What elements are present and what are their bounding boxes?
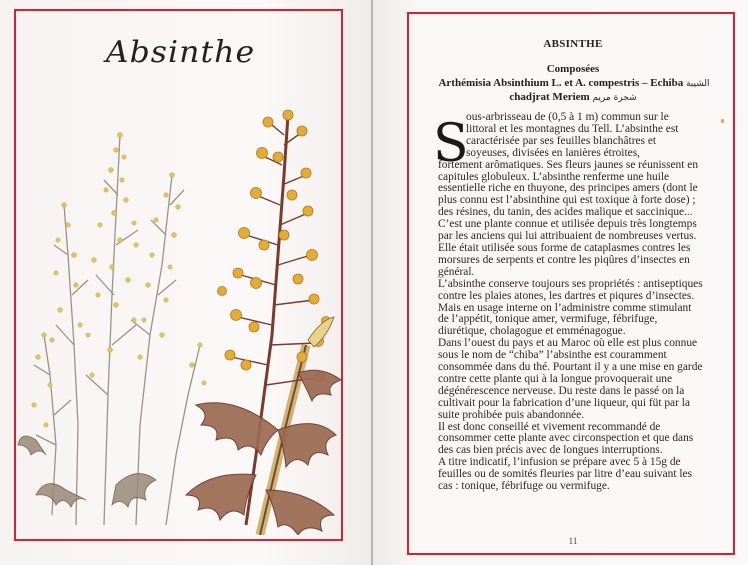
body-line: A titre indicatif, l’infusion se prépare avec 5 à 15g de xyxy=(438,456,681,469)
body-line: suite prohibée puis abandonnée. xyxy=(438,408,585,421)
body-line: L’absinthe conserve toujours ses propriétés : antiseptiques xyxy=(438,277,703,290)
body-line: consommer cette plante avec circonspection et que dans xyxy=(438,432,694,445)
body-line: diurétique, cholagogue et emménagogue. xyxy=(438,325,626,338)
body-line: plus connu est l’absinthine qui est toxique à forte dose) ; xyxy=(438,194,696,207)
body-line: morsures de serpents et contre les piqûres d’insectes en xyxy=(438,253,690,266)
body-line: fortement arômatiques. Ses fleurs jaunes se réunissent en xyxy=(438,158,699,171)
body-line: des cas bien précis avec de longues interruptions. xyxy=(438,444,663,457)
body-line: capitules globuleux. L’absinthe renferme une huile xyxy=(438,170,670,183)
body-line: soyeuses, divisées en lanières étroites, xyxy=(466,146,640,159)
drop-cap: S xyxy=(433,114,469,174)
latin-name-text: Arthémisia Absinthium L. et A. compestris – Echiba xyxy=(438,77,684,89)
arabic-name-2: شجرة مريم xyxy=(592,93,637,103)
body-line: général. xyxy=(438,265,475,278)
right-page-red-frame xyxy=(407,12,735,555)
body-line: littoral et les montagnes du Tell. L’absinthe est xyxy=(466,122,679,135)
body-line: C’est une plante connue et utilisée depuis très longtemps xyxy=(438,218,697,231)
body-line: caractérisée par ses feuilles blanchâtres et xyxy=(466,134,657,147)
body-line: essentielle riche en thuyone, des principes amers (dont le xyxy=(438,182,698,195)
description-body xyxy=(438,112,728,493)
body-line: sous le nom de “chiba” l’absinthe est couramment xyxy=(438,349,667,362)
arabic-name-1: الشيبة xyxy=(685,79,710,89)
body-line: contre cette plante qui à la longue provoquerait une xyxy=(438,372,673,385)
latin-name-line2 xyxy=(409,91,737,103)
body-line: des résines, du tanin, des acides malique et saccinique... xyxy=(438,206,693,219)
body-line: dégénérescence nerveuse. Du reste dans le passé on la xyxy=(438,384,685,397)
body-line: feuilles ou de somités fleuries par litre d’eau suivant les xyxy=(438,468,692,481)
body-line: Elle était utilisée sous forme de cataplasmes contres les xyxy=(438,241,691,254)
body-line: Mais en usage interne on l’administre comme stimulant xyxy=(438,301,692,314)
print-speck xyxy=(721,119,724,123)
body-line: Il est donc conseillé et vivement recommandé de xyxy=(438,420,661,433)
body-line: cas : tonique, fébrifuge ou vermifuge. xyxy=(438,480,610,493)
latin-name-line1 xyxy=(409,77,739,89)
body-line: ous-arbrisseau de (0,5 à 1 m) commun sur le xyxy=(466,111,669,123)
body-line: par les anciens qui lui attribuaient de nombreuses vertus. xyxy=(438,230,697,243)
left-page xyxy=(0,0,372,565)
body-line: de l’appétit, tonique amer, vermifuge, fébrifuge, xyxy=(438,313,658,326)
plant-family: Composées xyxy=(546,63,600,75)
body-line: consommée dans du thé. Pourtant il y a une mise en garde xyxy=(438,361,703,374)
local-name-text: chadjrat Meriem xyxy=(509,91,590,103)
page-number: 11 xyxy=(568,536,578,546)
page-title-script: Absinthe xyxy=(105,35,256,70)
body-line: Dans l’ouest du pays et au Maroc où elle est plus connue xyxy=(438,337,698,350)
absinthe-plant-illustration xyxy=(16,95,341,535)
plant-header: ABSINTHE xyxy=(543,38,603,50)
body-line: cultivait pour la fabrication d’une liqueur, qui füt par la xyxy=(438,396,690,409)
body-line: contre les plaies atones, les dartres et piqures d’insectes. xyxy=(438,289,695,302)
